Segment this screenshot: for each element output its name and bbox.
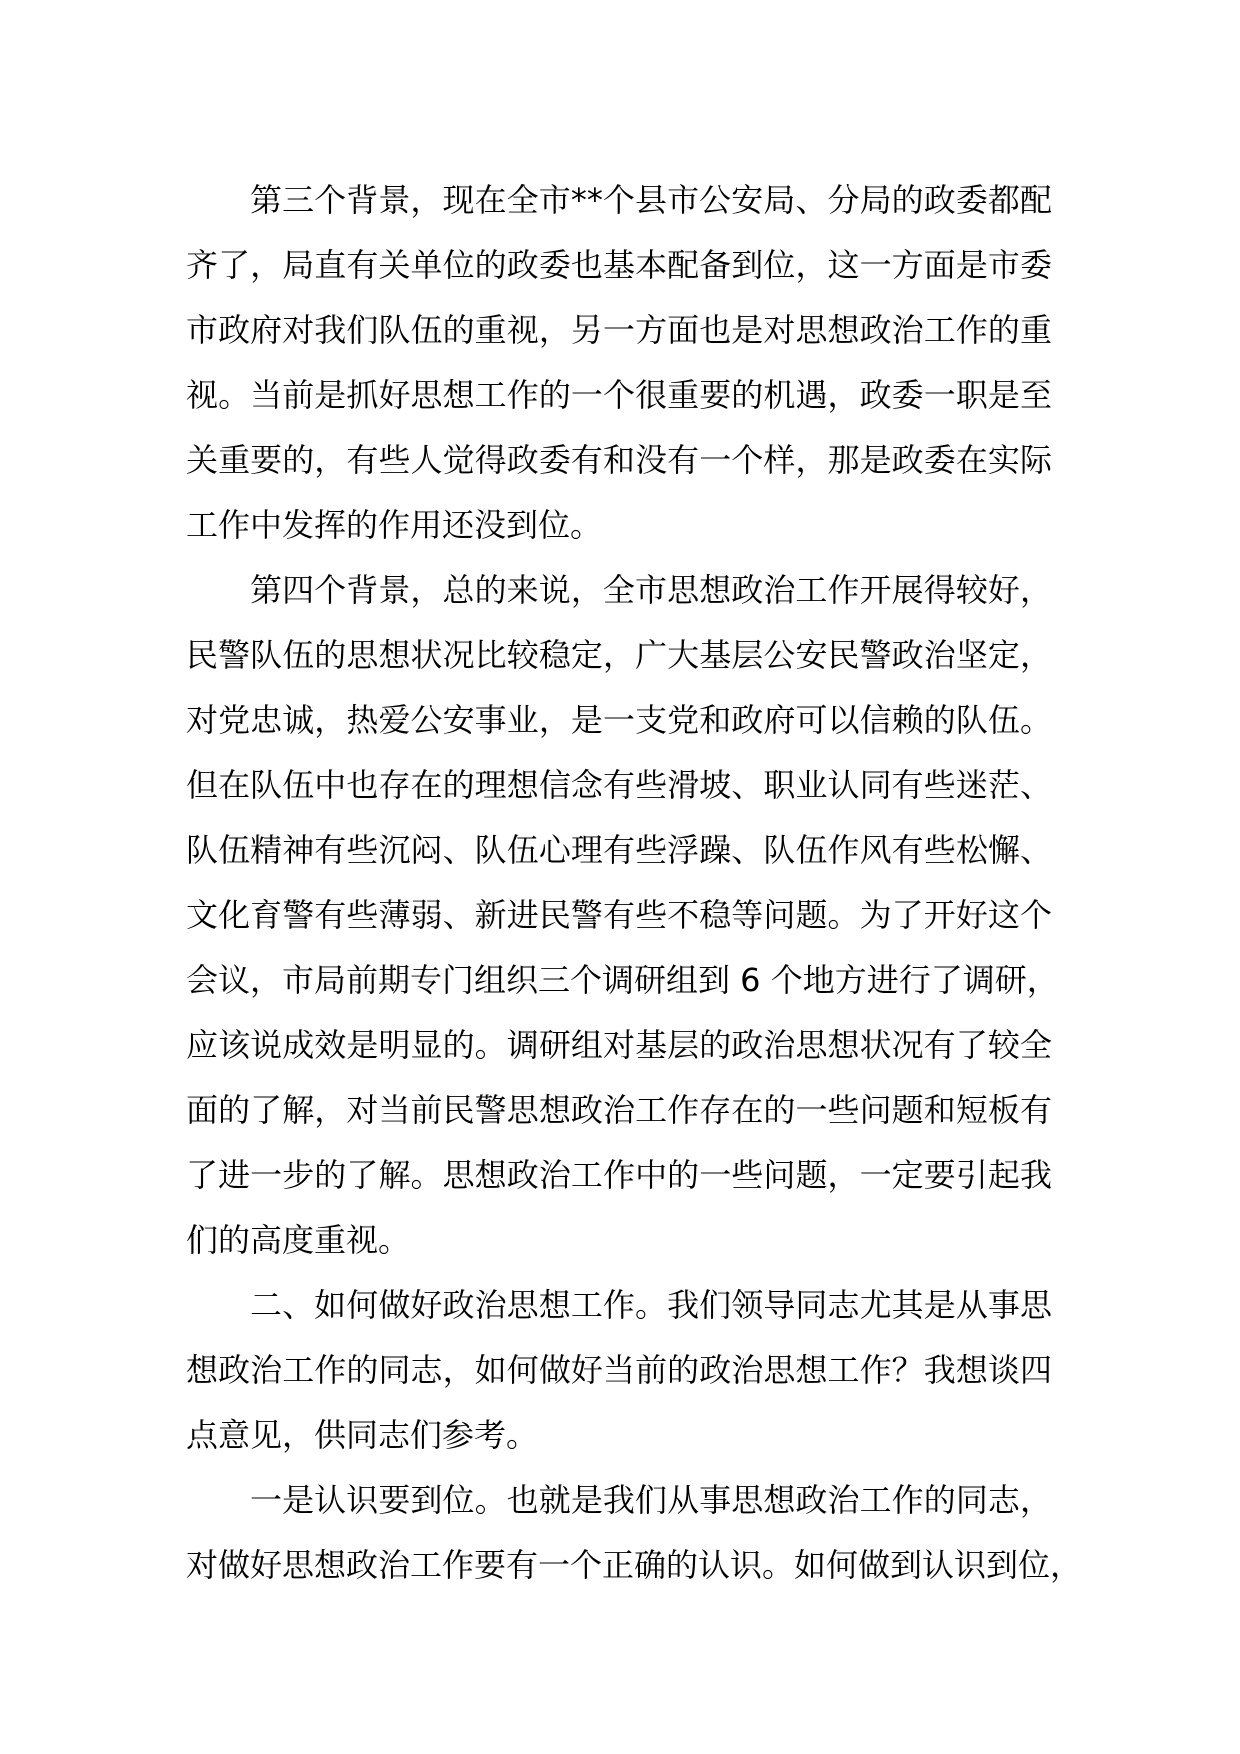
paragraph-point-one [186, 1468, 1083, 1598]
text-line: 第三个背景，现在全市**个县市公安局、分局的政委都配 [250, 181, 1052, 219]
text-line: 视。当前是抓好思想工作的一个很重要的机遇，政委一职是至 [186, 376, 1052, 414]
text-line: 们的高度重视。 [186, 1221, 411, 1259]
paragraph-background-four [186, 558, 1059, 1273]
text-line: 第四个背景，总的来说，全市思想政治工作开展得较好， [250, 571, 1052, 609]
text-line: 想政治工作的同志，如何做好当前的政治思想工作？我想谈四 [186, 1351, 1052, 1389]
text-line: 会议，市局前期专门组织三个调研组到 6 个地方进行了调研， [186, 961, 1059, 999]
text-line: 文化育警有些薄弱、新进民警有些不稳等问题。为了开好这个 [186, 896, 1052, 934]
text-line: 一是认识要到位。也就是我们从事思想政治工作的同志， [250, 1481, 1052, 1519]
text-line: 但在队伍中也存在的理想信念有些滑坡、职业认同有些迷茫、 [186, 766, 1052, 804]
text-line: 应该说成效是明显的。调研组对基层的政治思想状况有了较全 [186, 1026, 1052, 1064]
text-line: 对党忠诚，热爱公安事业，是一支党和政府可以信赖的队伍。 [186, 701, 1052, 739]
document-body [186, 168, 1083, 1598]
paragraph-section-two-heading [186, 1273, 1052, 1468]
text-line: 点意见，供同志们参考。 [186, 1416, 539, 1454]
text-line: 民警队伍的思想状况比较稳定，广大基层公安民警政治坚定， [186, 636, 1052, 674]
text-line: 了进一步的了解。思想政治工作中的一些问题，一定要引起我 [186, 1156, 1052, 1194]
paragraph-background-three [186, 168, 1052, 558]
text-line: 齐了，局直有关单位的政委也基本配备到位，这一方面是市委 [186, 246, 1052, 284]
text-line: 对做好思想政治工作要有一个正确的认识。如何做到认识到位， [186, 1546, 1083, 1584]
text-line: 关重要的，有些人觉得政委有和没有一个样，那是政委在实际 [186, 441, 1052, 479]
text-line: 队伍精神有些沉闷、队伍心理有些浮躁、队伍作风有些松懈、 [186, 831, 1052, 869]
text-line: 二、如何做好政治思想工作。我们领导同志尤其是从事思 [250, 1286, 1052, 1324]
text-line: 工作中发挥的作用还没到位。 [186, 506, 603, 544]
text-line: 市政府对我们队伍的重视，另一方面也是对思想政治工作的重 [186, 311, 1052, 349]
text-line: 面的了解，对当前民警思想政治工作存在的一些问题和短板有 [186, 1091, 1052, 1129]
